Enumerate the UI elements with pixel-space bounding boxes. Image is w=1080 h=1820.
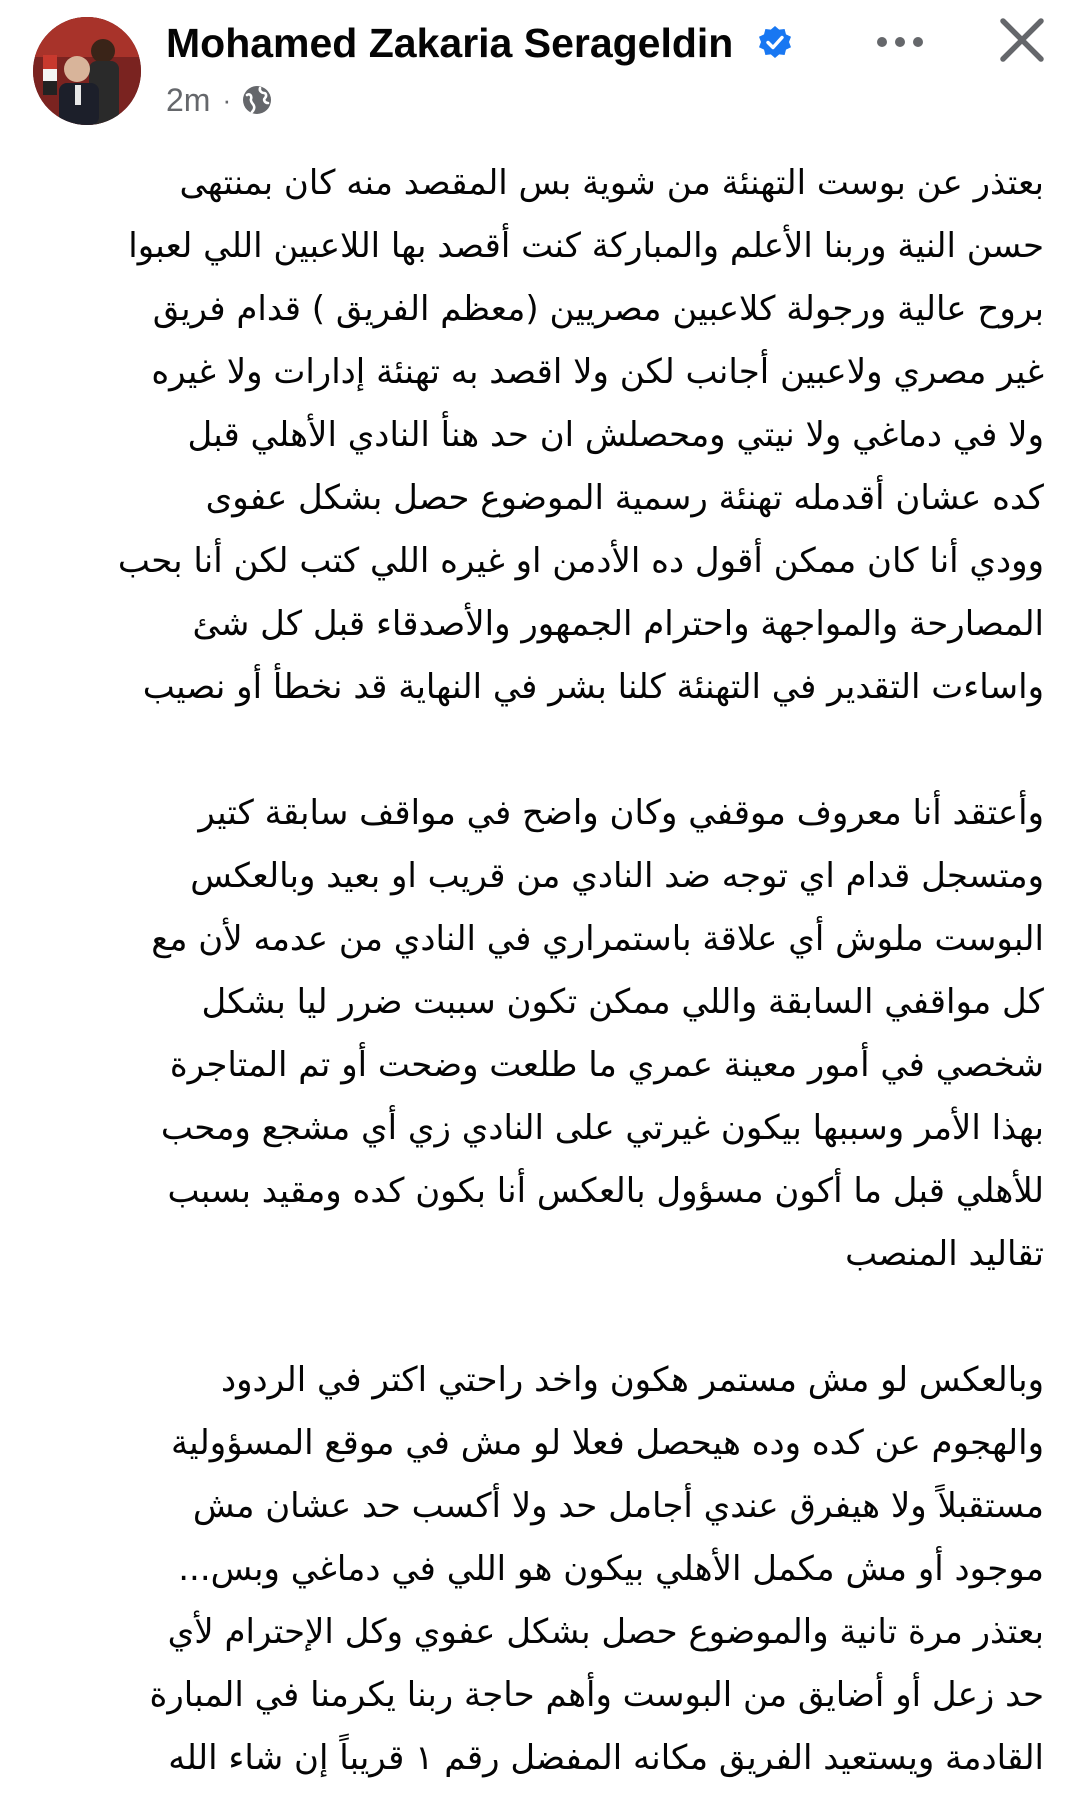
text-line: تقاليد المنصب xyxy=(845,1234,1044,1274)
text-line: واساءت التقدير في التهنئة كلنا بشر في النهاية قد نخطأ أو نصيب xyxy=(142,667,1044,707)
author-name[interactable]: Mohamed Zakaria Serageldin xyxy=(166,20,734,66)
text-line: وأعتقد أنا معروف موقفي وكان واضح في مواقف سابقة كتير xyxy=(198,793,1044,833)
post-header xyxy=(0,0,1080,140)
post-timestamp[interactable]: 2m xyxy=(166,81,211,118)
text-line: مستقبلاً ولا هيفرق عندي أجامل حد ولا أكسب حد عشان مش xyxy=(192,1486,1044,1526)
text-line: بعتذر عن بوست التهنئة من شوية بس المقصد منه كان بمنتهى xyxy=(179,163,1044,203)
text-line: والهجوم عن كده وده هيحصل فعلا لو مش في موقع المسؤولية xyxy=(170,1423,1044,1463)
post-meta xyxy=(166,78,273,122)
text-line: كل مواقفي السابقة واللي ممكن تكون سببت ضرر ليا بشكل xyxy=(201,982,1044,1022)
globe-icon[interactable] xyxy=(241,84,273,116)
text-line: بروح عالية ورجولة كلاعبين مصريين (معظم الفريق ) قدام فريق xyxy=(152,289,1044,329)
post-paragraph xyxy=(36,152,1044,719)
text-line: حد زعل أو أضايق من البوست وأهم حاجة ربنا يكرمنا في المبارة xyxy=(149,1675,1044,1715)
text-line: المصارحة والمواجهة واحترام الجمهور والأصدقاء قبل كل شئ xyxy=(192,604,1044,644)
author-avatar[interactable] xyxy=(33,17,141,125)
post-paragraph xyxy=(36,782,1044,1286)
more-options-button[interactable] xyxy=(868,20,932,64)
close-button[interactable] xyxy=(994,12,1050,68)
meta-separator: · xyxy=(222,84,232,115)
text-line: البوست ملوش أي علاقة باستمراري في النادي من عدمه لأن مع xyxy=(151,919,1044,959)
text-line: شخصي في أمور معينة عمري ما طلعت وضحت أو تم المتاجرة xyxy=(169,1045,1044,1085)
text-line: ومتسجل قدام اي توجه ضد النادي من قريب او بعيد وبالعكس xyxy=(190,856,1044,896)
verified-badge-icon xyxy=(757,25,793,61)
text-line: ولا في دماغي ولا نيتي ومحصلش ان حد هنأ النادي الأهلي قبل xyxy=(187,415,1044,455)
text-line: بهذا الأمر وسببها بيكون غيرتي على النادي زي أي مشجع ومحب xyxy=(160,1108,1044,1148)
text-line: حسن النية وربنا الأعلم والمباركة كنت أقصد بها اللاعبين اللي لعبوا xyxy=(128,226,1044,266)
text-line: للأهلي قبل ما أكون مسؤول بالعكس أنا بكون كده ومقيد بسبب xyxy=(167,1171,1044,1211)
text-line: بعتذر مرة تانية والموضوع حصل بشكل عفوي وكل الإحترام لأي xyxy=(167,1612,1044,1652)
post-text xyxy=(36,152,1044,1790)
text-line: وبالعكس لو مش مستمر هكون واخد راحتي اكتر في الردود xyxy=(220,1360,1044,1400)
avatar-photo-icon xyxy=(33,17,141,125)
post-paragraph xyxy=(36,1349,1044,1790)
close-icon xyxy=(994,12,1050,68)
text-line: غير مصري ولاعبين أجانب لكن ولا اقصد به تهنئة إدارات ولا غيره xyxy=(151,352,1044,392)
more-options-icon xyxy=(876,36,924,48)
text-line: وودي أنا كان ممكن أقول ده الأدمن او غيره اللي كتب لكن أنا بحب xyxy=(117,541,1044,581)
text-line: القادمة ويستعيد الفريق مكانه المفضل رقم ١ قريباً إن شاء الله xyxy=(168,1738,1044,1778)
text-line: موجود أو مش مكمل الأهلي بيكون هو اللي في دماغي وبس... xyxy=(178,1549,1044,1589)
text-line: كده عشان أقدمله تهنئة رسمية الموضوع حصل بشكل عفوى xyxy=(205,478,1044,518)
